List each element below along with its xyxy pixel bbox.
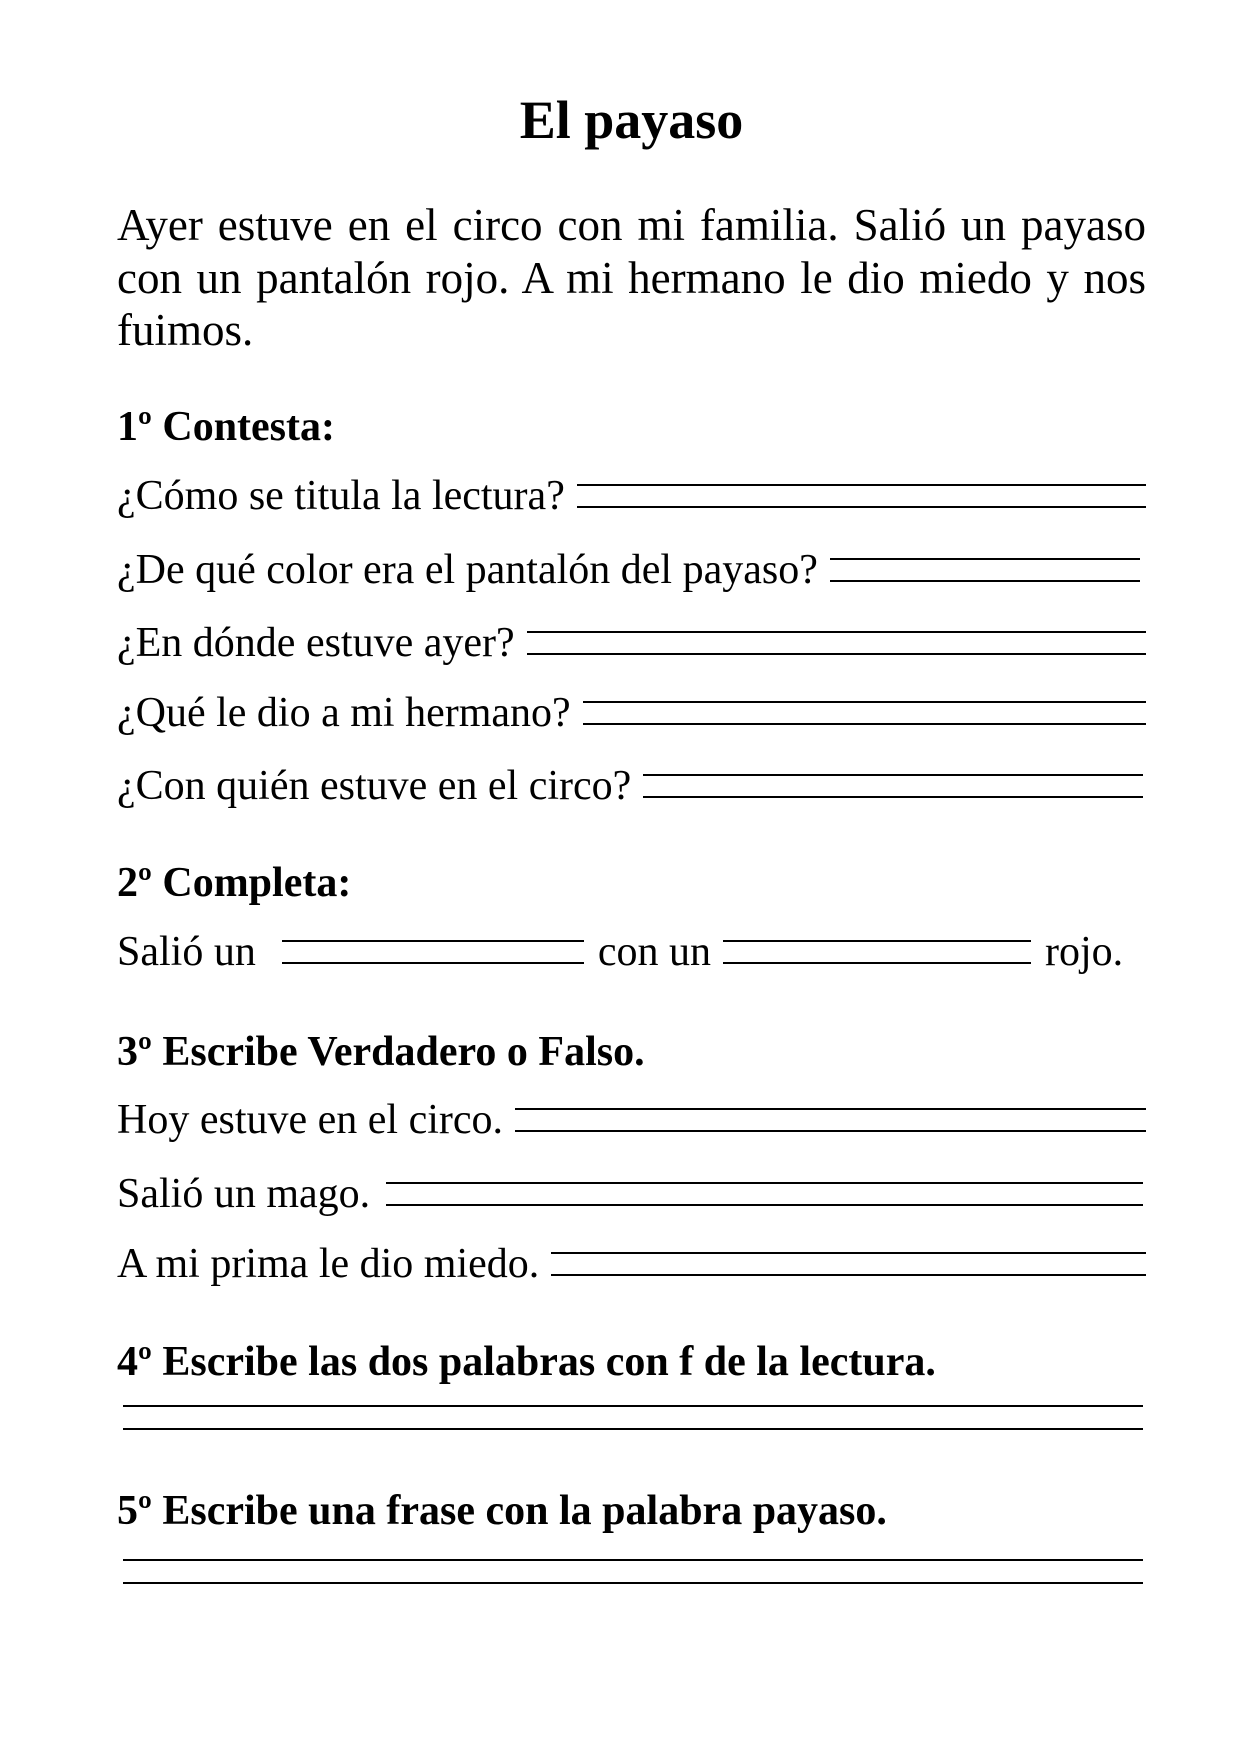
answer-lines (830, 558, 1140, 582)
statement-row (117, 1169, 1146, 1219)
sentence-part: rojo. (1045, 929, 1124, 975)
question-row (117, 618, 1146, 668)
page-title: El payaso (519, 90, 744, 150)
complete-sentence-row (117, 927, 1146, 977)
statement-label: Hoy estuve en el circo. (117, 1097, 504, 1143)
question-label: ¿Qué le dio a mi hermano? (117, 690, 571, 736)
fill-in-blank (282, 940, 584, 964)
question-label: ¿Cómo se titula la lectura? (117, 473, 565, 519)
sentence-part: con un (597, 929, 711, 975)
question-label: ¿Con quién estuve en el circo? (117, 763, 632, 809)
question-row (117, 688, 1146, 738)
section-heading-completa: 2º Completa: (117, 860, 352, 906)
section-heading-contesta: 1º Contesta: (117, 404, 335, 450)
answer-lines (386, 1182, 1143, 1206)
question-label: ¿De qué color era el pantalón del payaso? (117, 547, 818, 593)
section-heading-verdadero-falso: 3º Escribe Verdadero o Falso. (117, 1029, 645, 1075)
answer-lines (583, 701, 1146, 725)
section-heading-frase: 5º Escribe una frase con la palabra payaso. (117, 1488, 887, 1534)
statement-label: A mi prima le dio miedo. (117, 1241, 540, 1287)
section-heading-palabras-f: 4º Escribe las dos palabras con f de la lectura. (117, 1339, 936, 1385)
fill-in-blank (723, 940, 1031, 964)
statement-row (117, 1095, 1146, 1145)
statement-label: Salió un mago. (117, 1171, 371, 1217)
reading-paragraph: Ayer estuve en el circo con mi familia. Salió un payaso con un pantalón rojo. A mi hermano le dio miedo y nos fuimos. (117, 200, 1146, 355)
question-row (117, 761, 1146, 811)
answer-lines (123, 1559, 1143, 1584)
question-label: ¿En dónde estuve ayer? (117, 620, 515, 666)
sentence-part: Salió un (117, 929, 256, 975)
statement-row (117, 1239, 1146, 1289)
answer-lines (577, 484, 1146, 508)
question-row (117, 471, 1146, 521)
answer-lines (643, 774, 1143, 798)
question-row (117, 545, 1146, 595)
answer-lines (551, 1252, 1146, 1276)
answer-lines (123, 1405, 1143, 1430)
answer-lines (515, 1108, 1146, 1132)
answer-lines (527, 631, 1146, 655)
